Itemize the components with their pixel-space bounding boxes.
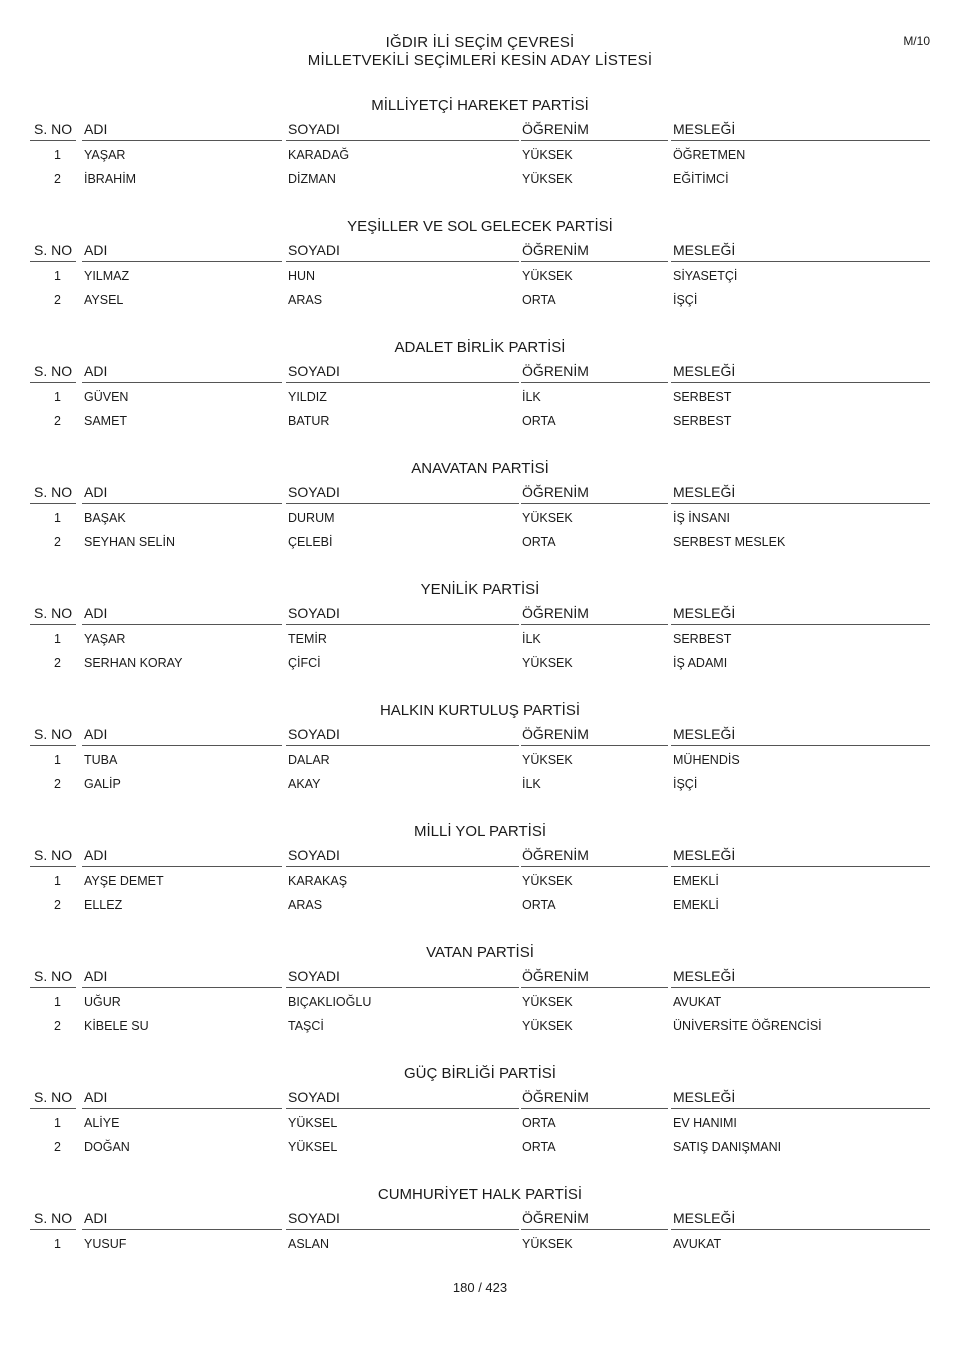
cell-meslek: EMEKLİ	[673, 898, 719, 912]
party-section	[30, 940, 930, 1036]
cell-meslek: ÖĞRETMEN	[673, 148, 746, 162]
column-header-no: S. NO	[34, 1089, 73, 1105]
cell-meslek: İŞ İNSANI	[673, 511, 730, 525]
cell-soyadi: YÜKSEL	[288, 1140, 338, 1154]
cell-ogrenim: ORTA	[522, 293, 556, 307]
cell-meslek: İŞ ADAMI	[673, 656, 728, 670]
column-header-profession: MESLEĞİ	[673, 847, 736, 863]
column-header-no: S. NO	[34, 847, 73, 863]
cell-ogrenim: İLK	[522, 632, 541, 646]
party-section	[30, 577, 930, 673]
cell-no: 2	[54, 1140, 61, 1154]
cell-no: 1	[54, 874, 61, 888]
table-header-row	[30, 361, 930, 383]
column-header-surname: SOYADI	[288, 605, 340, 621]
column-header-no: S. NO	[34, 968, 73, 984]
cell-meslek: SERBEST	[673, 414, 732, 428]
cell-meslek: ÜNİVERSİTE ÖĞRENCİSİ	[673, 1019, 822, 1033]
column-header-surname: SOYADI	[288, 1089, 340, 1105]
table-row	[30, 649, 930, 673]
page-number: 180 / 423	[452, 1280, 508, 1295]
party-title: YENİLİK PARTİSİ	[420, 581, 540, 598]
column-header-surname: SOYADI	[288, 726, 340, 742]
party-title: MİLLİYETÇİ HAREKET PARTİSİ	[371, 97, 589, 114]
party-title: VATAN PARTİSİ	[426, 944, 534, 961]
table-row	[30, 867, 930, 891]
column-header-no: S. NO	[34, 726, 73, 742]
cell-no: 2	[54, 414, 61, 428]
cell-ogrenim: YÜKSEK	[522, 753, 573, 767]
table-row	[30, 504, 930, 528]
table-row	[30, 528, 930, 552]
party-section	[30, 214, 930, 310]
table-row	[30, 262, 930, 286]
cell-adi: YAŞAR	[84, 632, 126, 646]
cell-soyadi: DALAR	[288, 753, 330, 767]
cell-no: 1	[54, 753, 61, 767]
cell-soyadi: AKAY	[288, 777, 321, 791]
cell-ogrenim: YÜKSEK	[522, 656, 573, 670]
party-section	[30, 93, 930, 189]
party-title: HALKIN KURTULUŞ PARTİSİ	[379, 702, 581, 719]
cell-adi: YAŞAR	[84, 148, 126, 162]
cell-soyadi: ÇELEBİ	[288, 535, 333, 549]
party-title: YEŞİLLER VE SOL GELECEK PARTİSİ	[347, 218, 613, 235]
table-row	[30, 1230, 930, 1254]
cell-meslek: EĞİTİMCİ	[673, 172, 729, 186]
table-row	[30, 383, 930, 407]
cell-adi: GALİP	[84, 777, 121, 791]
column-header-name: ADI	[84, 968, 108, 984]
cell-adi: UĞUR	[84, 995, 121, 1009]
column-header-profession: MESLEĞİ	[673, 1089, 736, 1105]
party-section	[30, 1182, 930, 1254]
column-header-education: ÖĞRENİM	[522, 605, 589, 621]
cell-meslek: İŞÇİ	[673, 777, 698, 791]
column-header-education: ÖĞRENİM	[522, 968, 589, 984]
cell-no: 1	[54, 995, 61, 1009]
column-header-name: ADI	[84, 847, 108, 863]
cell-soyadi: HUN	[288, 269, 316, 283]
table-row	[30, 988, 930, 1012]
column-header-surname: SOYADI	[288, 121, 340, 137]
column-header-profession: MESLEĞİ	[673, 121, 736, 137]
column-header-surname: SOYADI	[288, 242, 340, 258]
cell-soyadi: BIÇAKLIOĞLU	[288, 995, 372, 1009]
cell-meslek: SATIŞ DANIŞMANI	[673, 1140, 782, 1154]
column-header-no: S. NO	[34, 484, 73, 500]
column-header-profession: MESLEĞİ	[673, 242, 736, 258]
cell-adi: SERHAN KORAY	[84, 656, 183, 670]
column-header-name: ADI	[84, 726, 108, 742]
column-header-no: S. NO	[34, 242, 73, 258]
cell-no: 2	[54, 898, 61, 912]
cell-meslek: EV HANIMI	[673, 1116, 737, 1130]
column-header-profession: MESLEĞİ	[673, 605, 736, 621]
cell-adi: YUSUF	[84, 1237, 127, 1251]
cell-soyadi: KARADAĞ	[288, 148, 350, 162]
column-header-no: S. NO	[34, 1210, 73, 1226]
cell-no: 2	[54, 656, 61, 670]
table-header-row	[30, 1087, 930, 1109]
column-header-name: ADI	[84, 242, 108, 258]
cell-no: 1	[54, 148, 61, 162]
cell-no: 2	[54, 172, 61, 186]
table-header-row	[30, 845, 930, 867]
table-row	[30, 625, 930, 649]
column-header-education: ÖĞRENİM	[522, 1210, 589, 1226]
table-header-row	[30, 603, 930, 625]
cell-soyadi: ARAS	[288, 293, 323, 307]
table-row	[30, 1109, 930, 1133]
table-row	[30, 770, 930, 794]
party-section	[30, 819, 930, 915]
cell-soyadi: ÇİFCİ	[288, 656, 321, 670]
cell-adi: TUBA	[84, 753, 118, 767]
cell-no: 2	[54, 1019, 61, 1033]
party-title: CUMHURİYET HALK PARTİSİ	[377, 1186, 583, 1203]
cell-no: 1	[54, 269, 61, 283]
cell-no: 1	[54, 1116, 61, 1130]
cell-ogrenim: ORTA	[522, 1140, 556, 1154]
cell-ogrenim: YÜKSEK	[522, 511, 573, 525]
column-header-surname: SOYADI	[288, 968, 340, 984]
table-row	[30, 746, 930, 770]
cell-soyadi: YILDIZ	[288, 390, 327, 404]
document-title-line-2: MİLLETVEKİLİ SEÇİMLERİ KESİN ADAY LİSTESİ	[307, 52, 653, 69]
cell-no: 1	[54, 511, 61, 525]
cell-meslek: MÜHENDİS	[673, 753, 740, 767]
cell-no: 1	[54, 632, 61, 646]
column-header-education: ÖĞRENİM	[522, 121, 589, 137]
party-section	[30, 1061, 930, 1157]
cell-ogrenim: İLK	[522, 777, 541, 791]
cell-meslek: İŞÇİ	[673, 293, 698, 307]
cell-soyadi: DİZMAN	[288, 172, 336, 186]
column-header-name: ADI	[84, 363, 108, 379]
cell-no: 2	[54, 535, 61, 549]
column-header-name: ADI	[84, 1210, 108, 1226]
table-row	[30, 286, 930, 310]
cell-soyadi: ARAS	[288, 898, 323, 912]
cell-no: 2	[54, 293, 61, 307]
cell-soyadi: YÜKSEL	[288, 1116, 338, 1130]
cell-adi: SEYHAN SELİN	[84, 535, 176, 549]
cell-adi: AYSEL	[84, 293, 124, 307]
document-header	[0, 34, 960, 70]
cell-ogrenim: YÜKSEK	[522, 269, 573, 283]
cell-meslek: SERBEST	[673, 632, 732, 646]
table-row	[30, 141, 930, 165]
cell-ogrenim: ORTA	[522, 898, 556, 912]
column-header-surname: SOYADI	[288, 1210, 340, 1226]
cell-adi: YILMAZ	[84, 269, 130, 283]
cell-meslek: SİYASETÇİ	[673, 269, 738, 283]
table-row	[30, 407, 930, 431]
cell-meslek: AVUKAT	[673, 995, 722, 1009]
table-header-row	[30, 966, 930, 988]
cell-adi: ALİYE	[84, 1116, 120, 1130]
column-header-name: ADI	[84, 605, 108, 621]
column-header-surname: SOYADI	[288, 363, 340, 379]
cell-no: 1	[54, 390, 61, 404]
party-title: ADALET BİRLİK PARTİSİ	[394, 339, 566, 356]
cell-soyadi: ASLAN	[288, 1237, 329, 1251]
column-header-no: S. NO	[34, 121, 73, 137]
column-header-profession: MESLEĞİ	[673, 968, 736, 984]
party-title: ANAVATAN PARTİSİ	[411, 460, 549, 477]
column-header-name: ADI	[84, 121, 108, 137]
column-header-profession: MESLEĞİ	[673, 484, 736, 500]
party-title: GÜÇ BİRLİĞİ PARTİSİ	[404, 1065, 556, 1082]
cell-ogrenim: YÜKSEK	[522, 995, 573, 1009]
column-header-profession: MESLEĞİ	[673, 1210, 736, 1226]
column-header-name: ADI	[84, 1089, 108, 1105]
cell-ogrenim: YÜKSEK	[522, 1237, 573, 1251]
cell-adi: KİBELE SU	[84, 1019, 149, 1033]
cell-meslek: SERBEST MESLEK	[673, 535, 786, 549]
column-header-surname: SOYADI	[288, 847, 340, 863]
cell-adi: AYŞE DEMET	[84, 874, 164, 888]
party-section	[30, 456, 930, 552]
cell-soyadi: DURUM	[288, 511, 335, 525]
table-row	[30, 1012, 930, 1036]
cell-ogrenim: YÜKSEK	[522, 1019, 573, 1033]
table-header-row	[30, 724, 930, 746]
cell-ogrenim: ORTA	[522, 1116, 556, 1130]
cell-adi: DOĞAN	[84, 1140, 130, 1154]
cell-soyadi: TEMİR	[288, 632, 327, 646]
cell-ogrenim: İLK	[522, 390, 541, 404]
column-header-no: S. NO	[34, 363, 73, 379]
table-row	[30, 1133, 930, 1157]
cell-adi: SAMET	[84, 414, 128, 428]
table-header-row	[30, 240, 930, 262]
cell-meslek: AVUKAT	[673, 1237, 722, 1251]
party-section	[30, 335, 930, 431]
cell-meslek: SERBEST	[673, 390, 732, 404]
column-header-profession: MESLEĞİ	[673, 363, 736, 379]
document-title-line-1: IĞDIR İLİ SEÇİM ÇEVRESİ	[385, 34, 575, 51]
cell-adi: ELLEZ	[84, 898, 123, 912]
cell-ogrenim: ORTA	[522, 535, 556, 549]
cell-no: 2	[54, 777, 61, 791]
table-row	[30, 891, 930, 915]
column-header-education: ÖĞRENİM	[522, 1089, 589, 1105]
cell-adi: GÜVEN	[84, 390, 129, 404]
column-header-no: S. NO	[34, 605, 73, 621]
page-code: M/10	[903, 34, 930, 48]
cell-no: 1	[54, 1237, 61, 1251]
cell-meslek: EMEKLİ	[673, 874, 719, 888]
cell-ogrenim: YÜKSEK	[522, 172, 573, 186]
table-header-row	[30, 482, 930, 504]
cell-soyadi: TAŞCİ	[288, 1019, 324, 1033]
table-row	[30, 165, 930, 189]
column-header-education: ÖĞRENİM	[522, 242, 589, 258]
cell-soyadi: KARAKAŞ	[288, 874, 348, 888]
column-header-education: ÖĞRENİM	[522, 847, 589, 863]
table-header-row	[30, 119, 930, 141]
party-section	[30, 698, 930, 794]
column-header-education: ÖĞRENİM	[522, 363, 589, 379]
cell-adi: BAŞAK	[84, 511, 126, 525]
column-header-education: ÖĞRENİM	[522, 484, 589, 500]
cell-ogrenim: YÜKSEK	[522, 874, 573, 888]
cell-soyadi: BATUR	[288, 414, 330, 428]
column-header-name: ADI	[84, 484, 108, 500]
column-header-surname: SOYADI	[288, 484, 340, 500]
cell-ogrenim: ORTA	[522, 414, 556, 428]
party-title: MİLLİ YOL PARTİSİ	[414, 823, 546, 840]
column-header-education: ÖĞRENİM	[522, 726, 589, 742]
cell-ogrenim: YÜKSEK	[522, 148, 573, 162]
cell-adi: İBRAHİM	[84, 172, 137, 186]
table-header-row	[30, 1208, 930, 1230]
column-header-profession: MESLEĞİ	[673, 726, 736, 742]
